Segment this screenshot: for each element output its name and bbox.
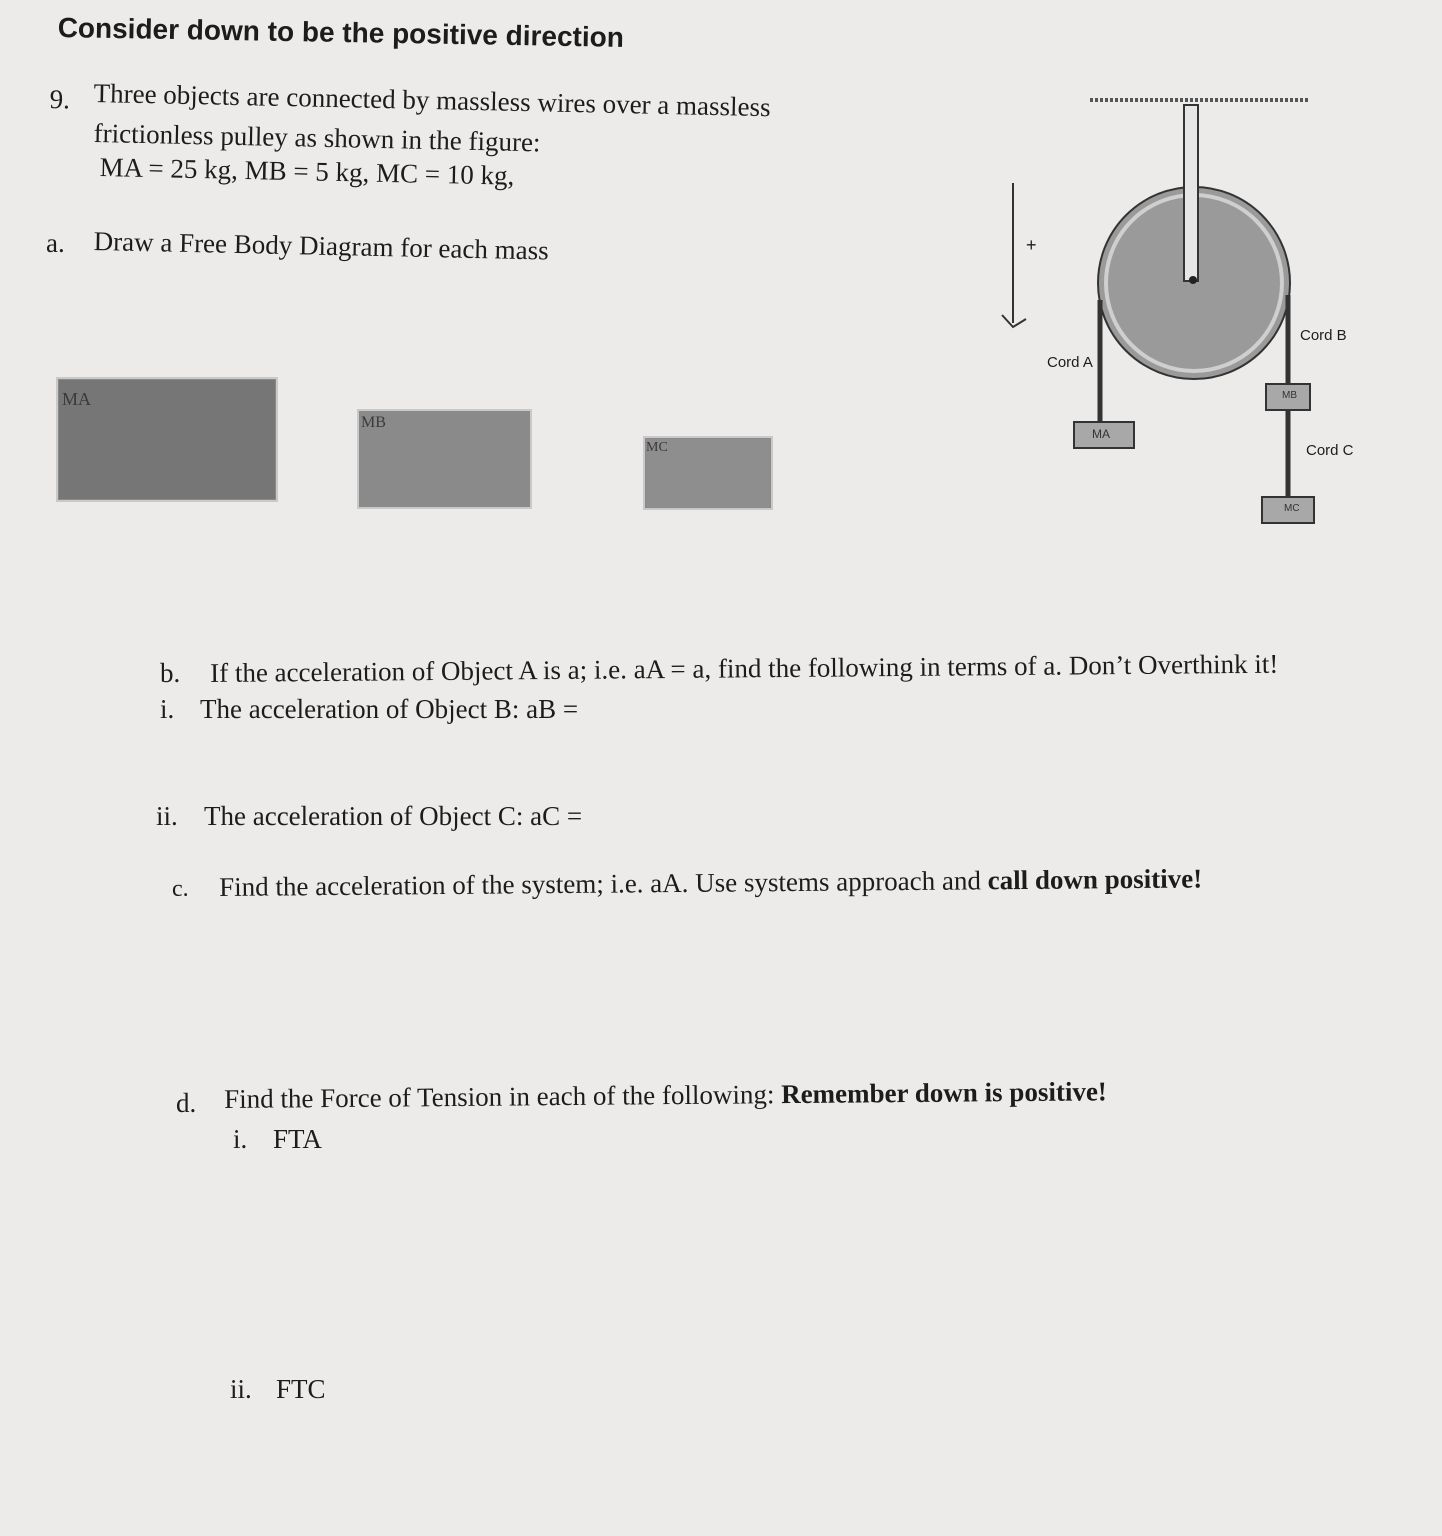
mc-label: MC <box>1284 503 1300 514</box>
fbd-label-b: MB <box>361 414 386 431</box>
cord-c-label: Cord C <box>1306 442 1354 459</box>
part-b-ii-num: ii. <box>156 801 178 831</box>
masses-line: MA = 25 kg, MB = 5 kg, MC = 10 kg, <box>99 152 515 191</box>
part-a-text: Draw a Free Body Diagram for each mass <box>93 226 549 266</box>
part-b-i-num: i. <box>160 694 175 724</box>
part-d-i-text: FTA <box>273 1124 322 1154</box>
pulley-diagram <box>990 85 1410 535</box>
cord-b-label: Cord B <box>1300 327 1347 344</box>
cord-a-label: Cord A <box>1047 354 1093 371</box>
part-d-i-num: i. <box>233 1124 248 1154</box>
fbd-label-a: MA <box>62 389 92 409</box>
problem-number: 9. <box>49 84 71 115</box>
part-d-ii-text: FTC <box>276 1374 326 1404</box>
problem-line-1: Three objects are connected by massless wires over a massless <box>93 78 771 123</box>
ma-label: MA <box>1092 427 1110 441</box>
part-d-text <box>224 1076 1107 1115</box>
part-d-main: Find the Force of Tension in each of the following: <box>224 1079 775 1114</box>
part-d-letter: d. <box>176 1088 197 1118</box>
mb-label: MB <box>1282 390 1297 401</box>
plus-sign: + <box>1026 235 1037 255</box>
part-c-main: Find the acceleration of the system; i.e. aA. Use systems approach and <box>219 865 982 902</box>
pulley-support <box>1184 105 1198 281</box>
part-d-ii-num: ii. <box>230 1374 252 1404</box>
part-b-ii-text: The acceleration of Object C: aC = <box>204 801 583 831</box>
part-b-i-text: The acceleration of Object B: aB = <box>200 694 579 724</box>
part-d-bold: Remember down is positive! <box>780 1076 1107 1110</box>
part-c-text <box>219 863 1202 903</box>
part-a-letter: a. <box>46 228 65 258</box>
part-b-text: If the acceleration of Object A is a; i.e. aA = a, find the following in terms of a. Don’t Overthink it! <box>210 648 1279 688</box>
part-c-bold: call down positive! <box>987 863 1203 896</box>
fbd-label-c: MC <box>646 440 668 455</box>
problem-line-2: frictionless pulley as shown in the figure: <box>93 118 541 158</box>
part-c-letter: c. <box>172 876 189 902</box>
part-b-letter: b. <box>160 658 181 688</box>
page-header: Consider down to be the positive direction <box>57 12 625 53</box>
